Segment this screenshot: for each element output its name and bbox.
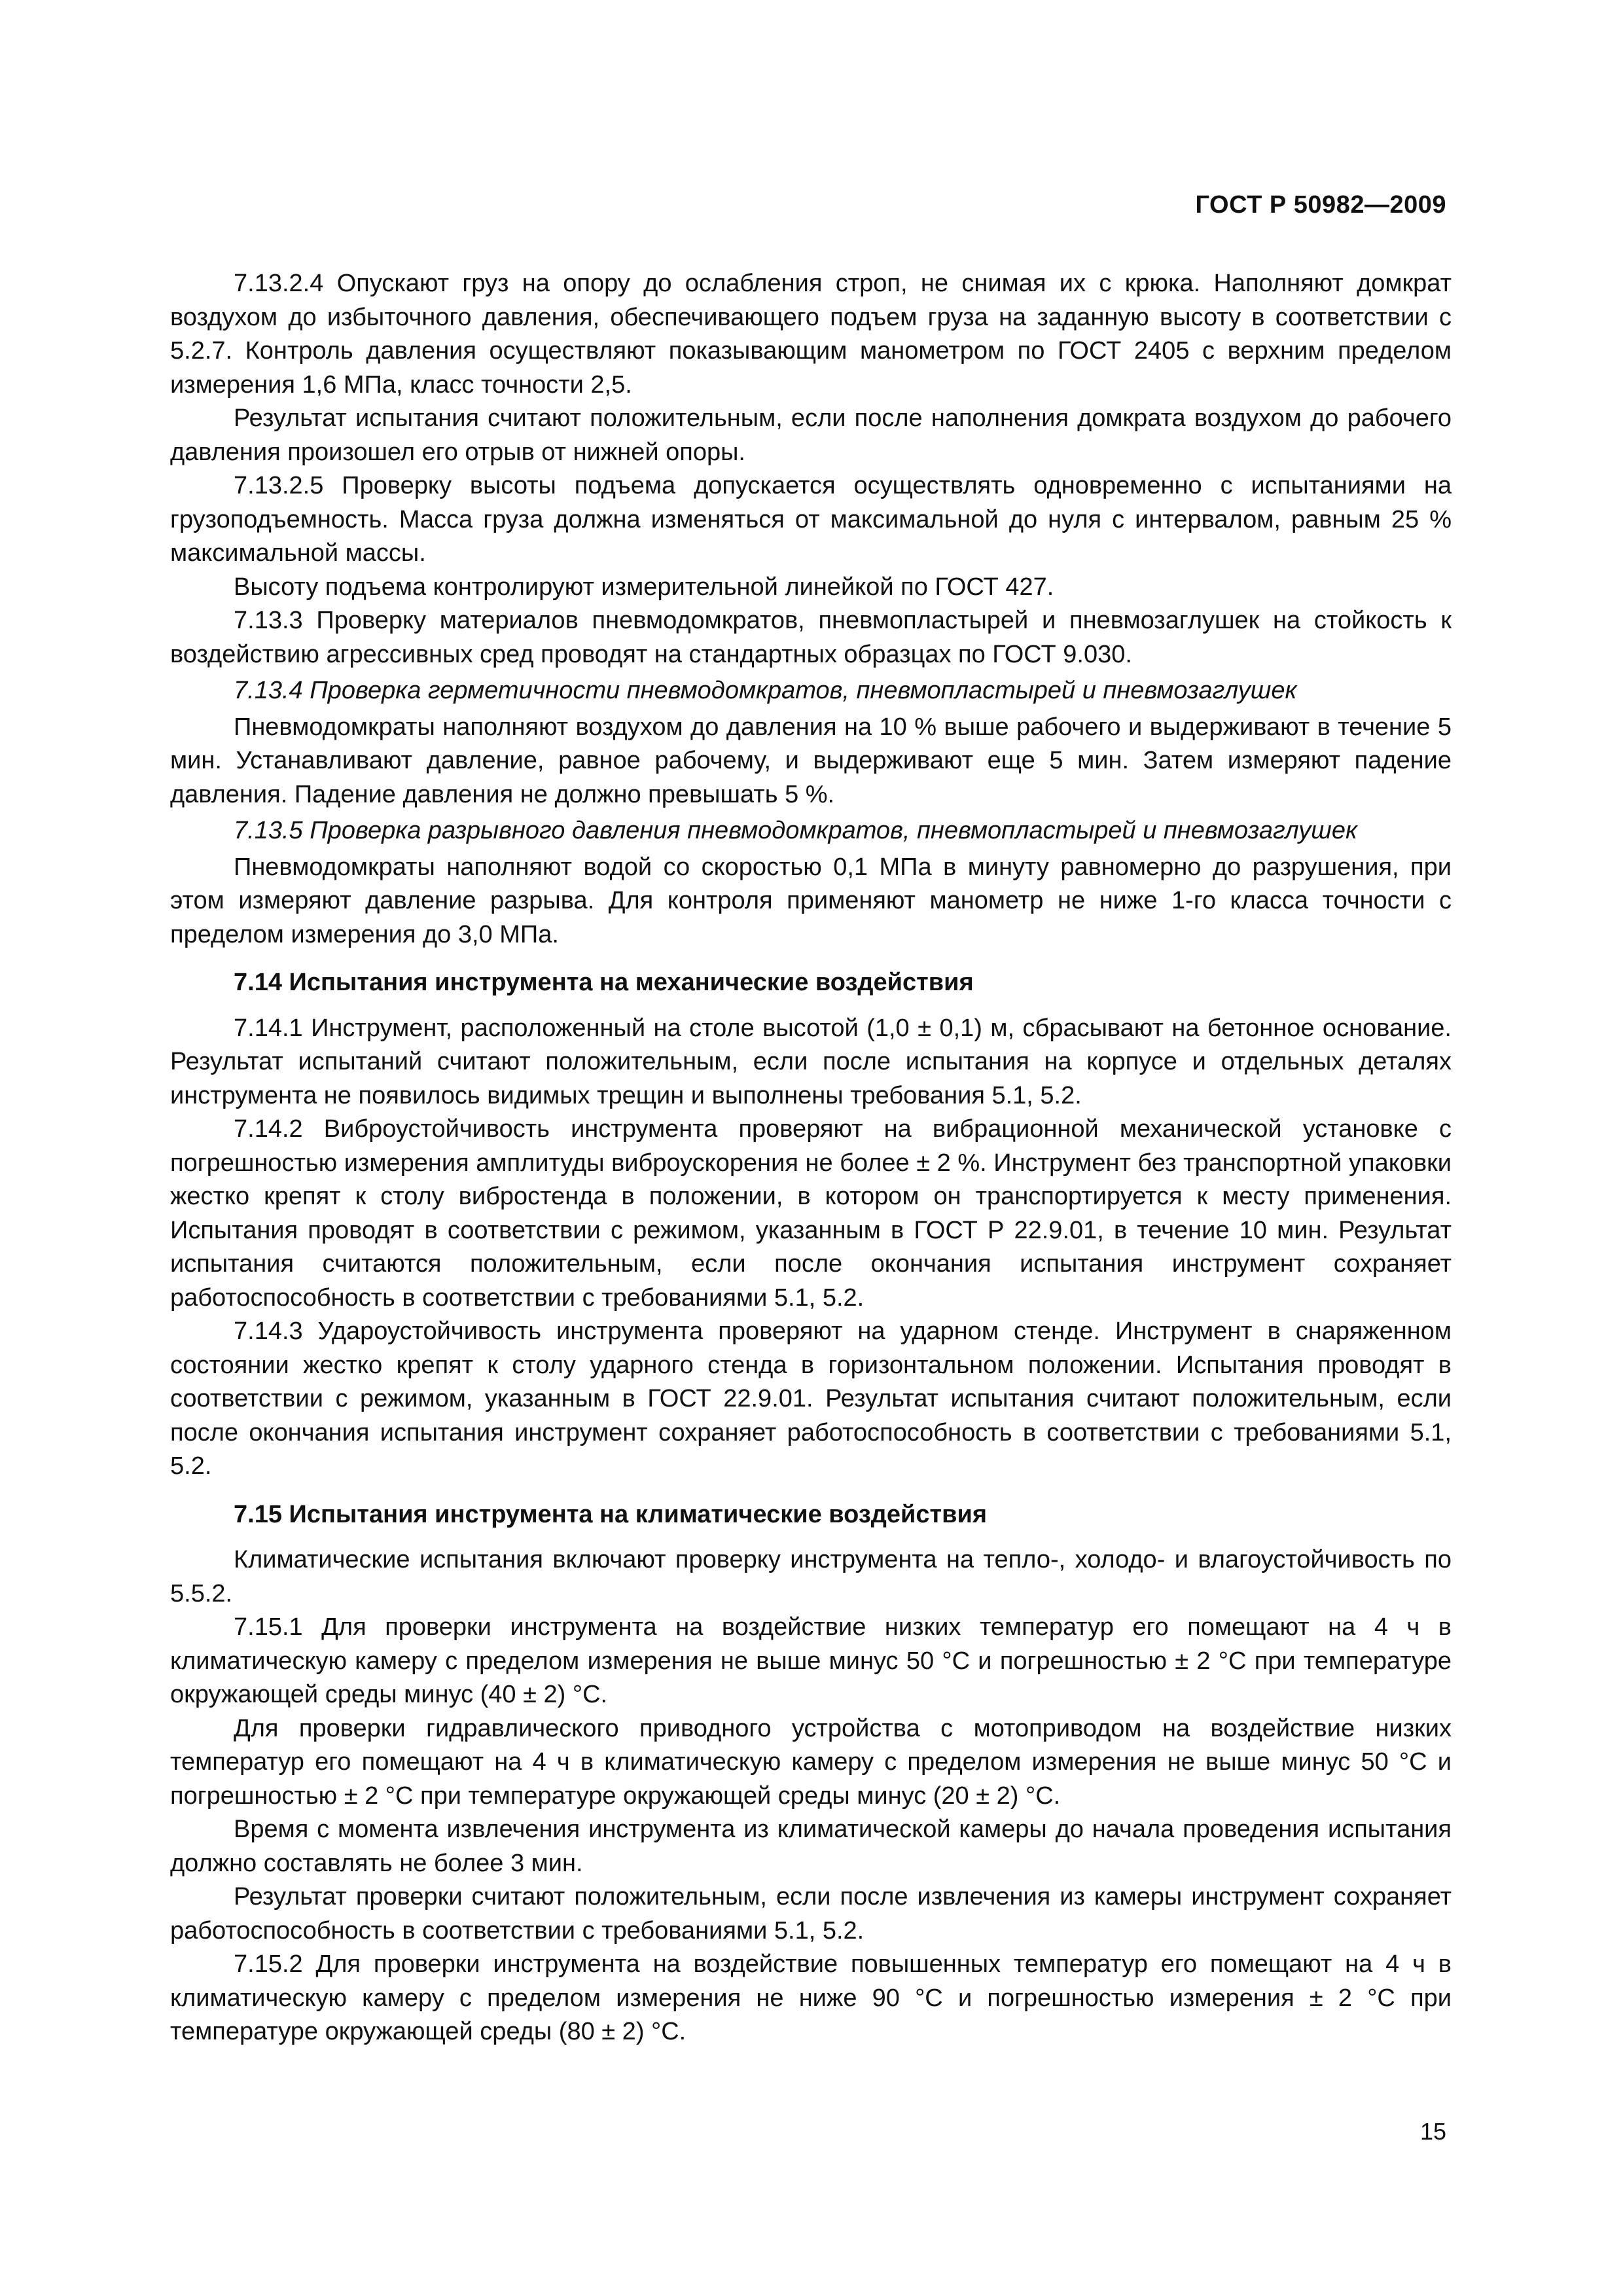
paragraph-result-7-13-2-4: Результат испытания считают положительным, если после наполнения домкрата воздухом до рабочего давления произошел его отрыв от нижней опоры. (170, 404, 1452, 466)
paragraph-burst-pressure-test: Пневмодомкраты наполняют водой со скоростью 0,1 МПа в минуту равномерно до разрушения, при этом измеряют давление разрыва. Для контроля применяют манометр не ниже 1-го класса точности с пределом измерения до 3,0 МПа. (170, 853, 1452, 948)
section-heading-7-14: 7.14 Испытания инструмента на механические воздействия (234, 969, 974, 996)
paragraph-time-limit: Время с момента извлечения инструмента из климатической камеры до начала проведения испытания должно составлять не более 3 мин. (170, 1816, 1452, 1877)
paragraph-7-14-3: 7.14.3 Удароустойчивость инструмента проверяют на ударном стенде. Инструмент в снаряженном состоянии жестко крепят к столу ударного стенда в горизонтальном положении. Испытания проводят в соответствии с режимом, указанным в ГОСТ 22.9.01. Результат испытания считают положительным, если после окончания испытания инструмент сохраняет работоспособность в соответствии с требованиями 5.1, 5.2. (170, 1318, 1452, 1480)
section-heading-7-15: 7.15 Испытания инструмента на климатические воздействия (234, 1500, 988, 1528)
paragraph-result-7-15-1: Результат проверки считают положительным, если после извлечения из камеры инструмент сохраняет работоспособность в соответствии с требованиями 5.1, 5.2. (170, 1883, 1452, 1945)
paragraph-7-13-2-5: 7.13.2.5 Проверку высоты подъема допускается осуществлять одновременно с испытаниями на грузоподъемность. Масса груза должна изменяться от максимальной до нуля с интервалом, равным 25 % максимальной массы. (170, 472, 1452, 567)
paragraph-7-14-1: 7.14.1 Инструмент, расположенный на столе высотой (1,0 ± 0,1) м, сбрасывают на бетонное основание. Результат испытаний считают положительным, если после испытания на корпусе и отдельных деталях инструмента не появилось видимых трещин и выполнены требования 5.1, 5.2. (170, 1014, 1452, 1109)
paragraph-7-14-2: 7.14.2 Виброустойчивость инструмента проверяют на вибрационной механической установке с погрешностью измерения амплитуды виброускорения не более ± 2 %. Инструмент без транспортной упаковки жестко крепят к столу вибростенда в положении, в котором он транспортируется к месту применения. Испытания проводят в соответствии с режимом, указанным в ГОСТ Р 22.9.01, в течение 10 мин. Результат испытания считаются положительным, если после окончания испытания инструмент сохраняет работоспособность в соответствии с требованиями 5.1, 5.2. (170, 1115, 1452, 1312)
paragraph-climatic-intro: Климатические испытания включают проверку инструмента на тепло-, холодо- и влагоустойчивость по 5.5.2. (170, 1546, 1452, 1607)
paragraph-lift-height-control: Высоту подъема контролируют измерительной линейкой по ГОСТ 427. (234, 573, 1054, 601)
document-body (170, 267, 1452, 2049)
paragraph-hydraulic-drive: Для проверки гидравлического приводного устройства с мотоприводом на воздействие низких температур его помещают на 4 ч в климатическую камеру с пределом измерения не выше минус 50 °С и погрешностью ± 2 °С при температуре окружающей среды минус (20 ± 2) °С. (170, 1714, 1452, 1810)
page-number: 15 (1419, 2118, 1446, 2145)
paragraph-7-13-3: 7.13.3 Проверку материалов пневмодомкратов, пневмопластырей и пневмозаглушек на стойкость к воздействию агрессивных сред проводят на стандартных образцах по ГОСТ 9.030. (170, 607, 1452, 668)
paragraph-7-15-2: 7.15.2 Для проверки инструмента на воздействие повышенных температур его помещают на 4 ч в климатическую камеру с пределом измерения не ниже 90 °С и погрешностью измерения ± 2 °С при температуре окружающей среды (80 ± 2) °С. (170, 1950, 1452, 2045)
subheading-7-13-5: 7.13.5 Проверка разрывного давления пневмодомкратов, пневмопластырей и пневмозаглушек (234, 817, 1357, 844)
paragraph-tightness-test: Пневмодомкраты наполняют воздухом до давления на 10 % выше рабочего и выдерживают в течение 5 мин. Устанавливают давление, равное рабочему, и выдерживают еще 5 мин. Затем измеряют падение давления. Падение давления не должно превышать 5 %. (170, 713, 1452, 808)
subheading-7-13-4: 7.13.4 Проверка герметичности пневмодомкратов, пневмопластырей и пневмозаглушек (234, 677, 1297, 704)
paragraph-7-13-2-4: 7.13.2.4 Опускают груз на опору до ослабления строп, не снимая их с крюка. Наполняют домкрат воздухом до избыточного давления, обеспечивающего подъем груза на заданную высоту в соответствии с 5.2.7. Контроль давления осуществляют показывающим манометром по ГОСТ 2405 с верхним пределом измерения 1,6 МПа, класс точности 2,5. (170, 270, 1452, 399)
paragraph-7-15-1: 7.15.1 Для проверки инструмента на воздействие низких температур его помещают на 4 ч в климатическую камеру с пределом измерения не выше минус 50 °С и погрешностью ± 2 °С при температуре окружающей среды минус (40 ± 2) °С. (170, 1613, 1452, 1708)
document-standard-number: ГОСТ Р 50982—2009 (1195, 191, 1446, 219)
